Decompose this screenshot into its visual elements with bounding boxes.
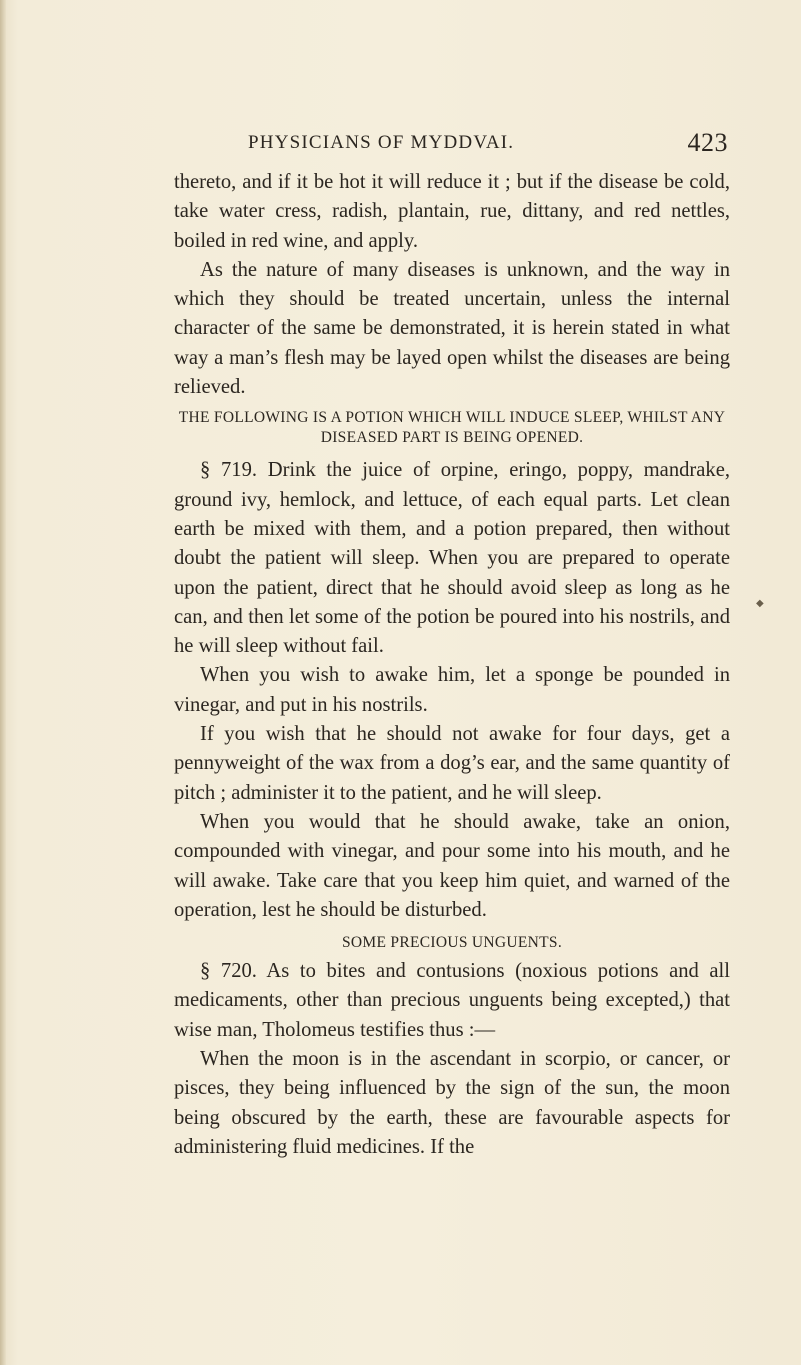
paragraph: When you wish to awake him, let a sponge be pounded in vinegar, and put in his nostrils. <box>174 664 730 716</box>
paragraph: As the nature of many diseases is unknown, and the way in which they should be treated uncertain, unless the internal character of the same be demonstrated, it is herein stated in what way a man’s flesh may be layed open whilst the diseases are being relieved. <box>174 258 730 399</box>
paragraph-continuation: thereto, and if it be hot it will reduce it ; but if the disease be cold, take water cress, radish, plantain, rue, dittany, and red nettles, boiled in red wine, and apply. <box>174 171 730 252</box>
paragraph: When you would that he should awake, take an onion, compounded with vinegar, and pour some into his mouth, and he will awake. Take care that you keep him quiet, and warned of the operation, lest he should be disturbed. <box>174 810 730 921</box>
running-title: PHYSICIANS OF MYDDVAI. <box>248 132 515 153</box>
page-number: 423 <box>687 128 728 157</box>
page-header <box>248 128 728 162</box>
paragraph: If you wish that he should not awake for four days, get a pennyweight of the wax from a dog’s ear, and the same quantity of pitch ; administer it to the patient, and he will sleep. <box>174 723 730 804</box>
body-text <box>174 168 730 1162</box>
margin-mark-icon: ◆ <box>756 598 764 609</box>
section-heading-sleep-potion: THE FOLLOWING IS A POTION WHICH WILL INDUCE SLEEP, WHILST ANY DISEASED PART IS BEING OPENED. <box>178 409 726 447</box>
paragraph: When the moon is in the ascendant in scorpio, or cancer, or pisces, they being influenced by the sign of the sun, the moon being obscured by the earth, these are favourable aspects for administering fluid medicines. If the <box>174 1048 730 1158</box>
paragraph-section-719: § 719. Drink the juice of orpine, eringo, poppy, mandrake, ground ivy, hemlock, and lettuce, of each equal parts. Let clean earth be mixed with them, and a potion prepared, then without doubt the patient will sleep. When you are prepared to operate upon the patient, direct that he should avoid sleep as long as he can, and then let some of the potion be poured into his nostrils, and he will sleep without fail. <box>174 459 730 658</box>
paragraph-section-720: § 720. As to bites and contusions (noxious potions and all medicaments, other than precious unguents being excepted,) that wise man, Tholomeus testifies thus :— <box>174 960 730 1041</box>
section-heading-unguents: SOME PRECIOUS UNGUENTS. <box>341 934 563 952</box>
page-gutter-shadow <box>0 0 6 1365</box>
